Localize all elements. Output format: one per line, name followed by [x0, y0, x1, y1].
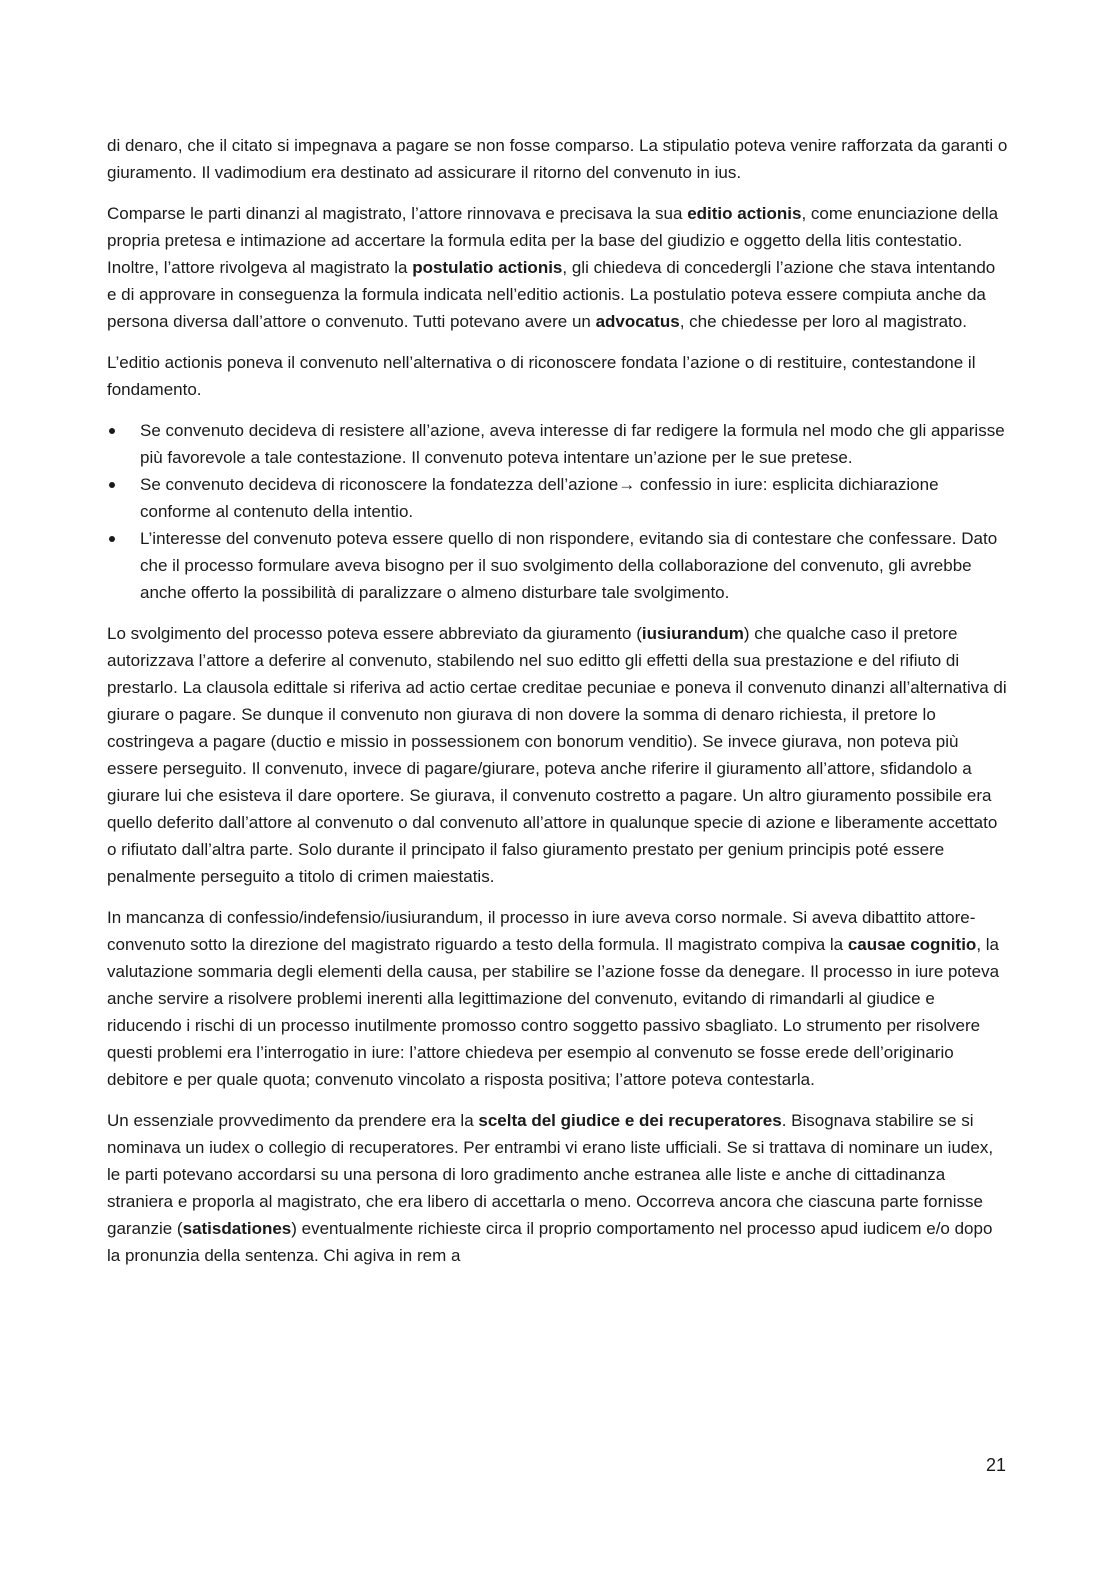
page-body [107, 132, 1009, 1283]
page-number: 21 [985, 1455, 1006, 1475]
paragraph-4 [107, 620, 1009, 890]
bullet-item-3 [140, 525, 1009, 606]
text-run: L’editio actionis poneva il convenuto nell’alternativa o di riconoscere fondata l’azione o di restituire, contestandone il fondamento. [107, 353, 976, 399]
bold-term: scelta del giudice e dei recuperatores [478, 1111, 782, 1130]
text-run: , la valutazione sommaria degli elementi della causa, per stabilire se l’azione fosse da denegare. Il processo in iure poteva anche servire a risolvere problemi inerenti alla legittimazione del convenuto, evitando di rimandarli al giudice e riducendo i rischi di un processo inutilmente promosso contro soggetto passivo sbagliato. Lo strumento per risolvere questi problemi era l’interrogatio in iure: l’attore chiedeva per esempio al convenuto se fosse erede dell’originario debitore e per quale quota; convenuto vincolato a risposta positiva; l’attore poteva contestarla. [107, 935, 1000, 1089]
bullet-item-1 [140, 417, 1009, 471]
paragraph-5 [107, 904, 1009, 1093]
bold-term: editio actionis [687, 204, 802, 223]
text-run: ) che qualche caso il pretore autorizzava l’attore a deferire al convenuto, stabilendo nel suo editto gli effetti della sua prestazione e del rifiuto di prestarlo. La clausola edittale si riferiva ad actio certae creditae pecuniae e poneva il convenuto dinanzi all’alternativa di giurare o pagare. Se dunque il convenuto non giurava di non dovere la somma di denaro richiesta, il pretore lo costringeva a pagare (ductio e missio in possessionem con bonorum venditio). Se invece giurava, non poteva più essere perseguito. Il convenuto, invece di pagare/giurare, poteva anche riferire il giuramento all’attore, sfidandolo a giurare lui che esisteva il dare oportere. Se giurava, il convenuto costretto a pagare. Un altro giuramento possibile era quello deferito dall’attore al convenuto o dal convenuto all’attore in qualunque specie di azione e liberamente accettato o rifiutato dall’altra parte. Solo durante il principato il falso giuramento prestato per genium principis poté essere penalmente perseguito a titolo di crimen maiestatis. [107, 624, 1007, 886]
text-run: , gli chiedeva di concedergli l’azione che stava intentando e di approvare in conseguenza la formula indicata nell’editio actionis. La postulatio poteva essere compiuta anche da persona diversa dall’attore o convenuto. Tutti potevano avere un [107, 258, 996, 331]
text-run: di denaro, che il citato si impegnava a pagare se non fosse comparso. La stipulatio poteva venire rafforzata da garanti o giuramento. Il vadimodium era destinato ad assicurare il ritorno del convenuto in ius. [107, 136, 1008, 182]
text-run: L’interesse del convenuto poteva essere quello di non rispondere, evitando sia di contestare che confessare. Dato che il processo formulare aveva bisogno per il suo svolgimento della collaborazione del convenuto, gli avrebbe anche offerto la possibilità di paralizzare o almeno disturbare tale svolgimento. [140, 529, 998, 602]
bold-term: advocatus [595, 312, 680, 331]
text-run: . Bisognava stabilire se si nominava un iudex o collegio di recuperatores. Per entrambi vi erano liste ufficiali. Se si trattava di nominare un iudex, le parti potevano accordarsi su una persona di loro gradimento anche estranea alle liste e anche di cittadinanza straniera e proporla al magistrato, che era libero di accettarla o meno. Occorreva ancora che ciascuna parte fornisse garanzie ( [107, 1111, 994, 1238]
text-run: Se convenuto decideva di resistere all’azione, aveva interesse di far redigere la formula nel modo che gli apparisse più favorevole a tale contestazione. Il convenuto poteva intentare un’azione per le sue pretese. [140, 421, 1005, 467]
paragraph-1 [107, 132, 1009, 186]
text-run: ) eventualmente richieste circa il proprio comportamento nel processo apud iudicem e/o dopo la pronunzia della sentenza. Chi agiva in rem a [107, 1219, 993, 1265]
text-run: , come enunciazione della propria pretesa e intimazione ad accertare la formula edita per la base del giudizio e oggetto della litis contestatio. Inoltre, l’attore rivolgeva al magistrato la [107, 204, 999, 277]
bold-term: postulatio actionis [412, 258, 563, 277]
bold-term: satisdationes [182, 1219, 292, 1238]
paragraph-6 [107, 1107, 1009, 1269]
bold-term: causae cognitio [847, 935, 977, 954]
paragraph-2 [107, 200, 1009, 335]
paragraph-3 [107, 349, 1009, 403]
text-run: Se convenuto decideva di riconoscere la fondatezza dell’azione→ confessio in iure: esplicita dichiarazione conforme al contenuto della intentio. [140, 475, 939, 521]
text-run: In mancanza di confessio/indefensio/iusiurandum, il processo in iure aveva corso normale. Si aveva dibattito attore-convenuto sotto la direzione del magistrato riguardo a testo della formula. Il magistrato compiva la [107, 908, 976, 954]
text-run: Un essenziale provvedimento da prendere era la [107, 1111, 479, 1130]
bullet-item-2 [140, 471, 1009, 525]
bullet-list [107, 417, 1009, 606]
bold-term: iusiurandum [641, 624, 744, 643]
text-run: Comparse le parti dinanzi al magistrato, l’attore rinnovava e precisava la sua [107, 204, 688, 223]
text-run: , che chiedesse per loro al magistrato. [679, 312, 967, 331]
text-run: Lo svolgimento del processo poteva essere abbreviato da giuramento ( [107, 624, 642, 643]
